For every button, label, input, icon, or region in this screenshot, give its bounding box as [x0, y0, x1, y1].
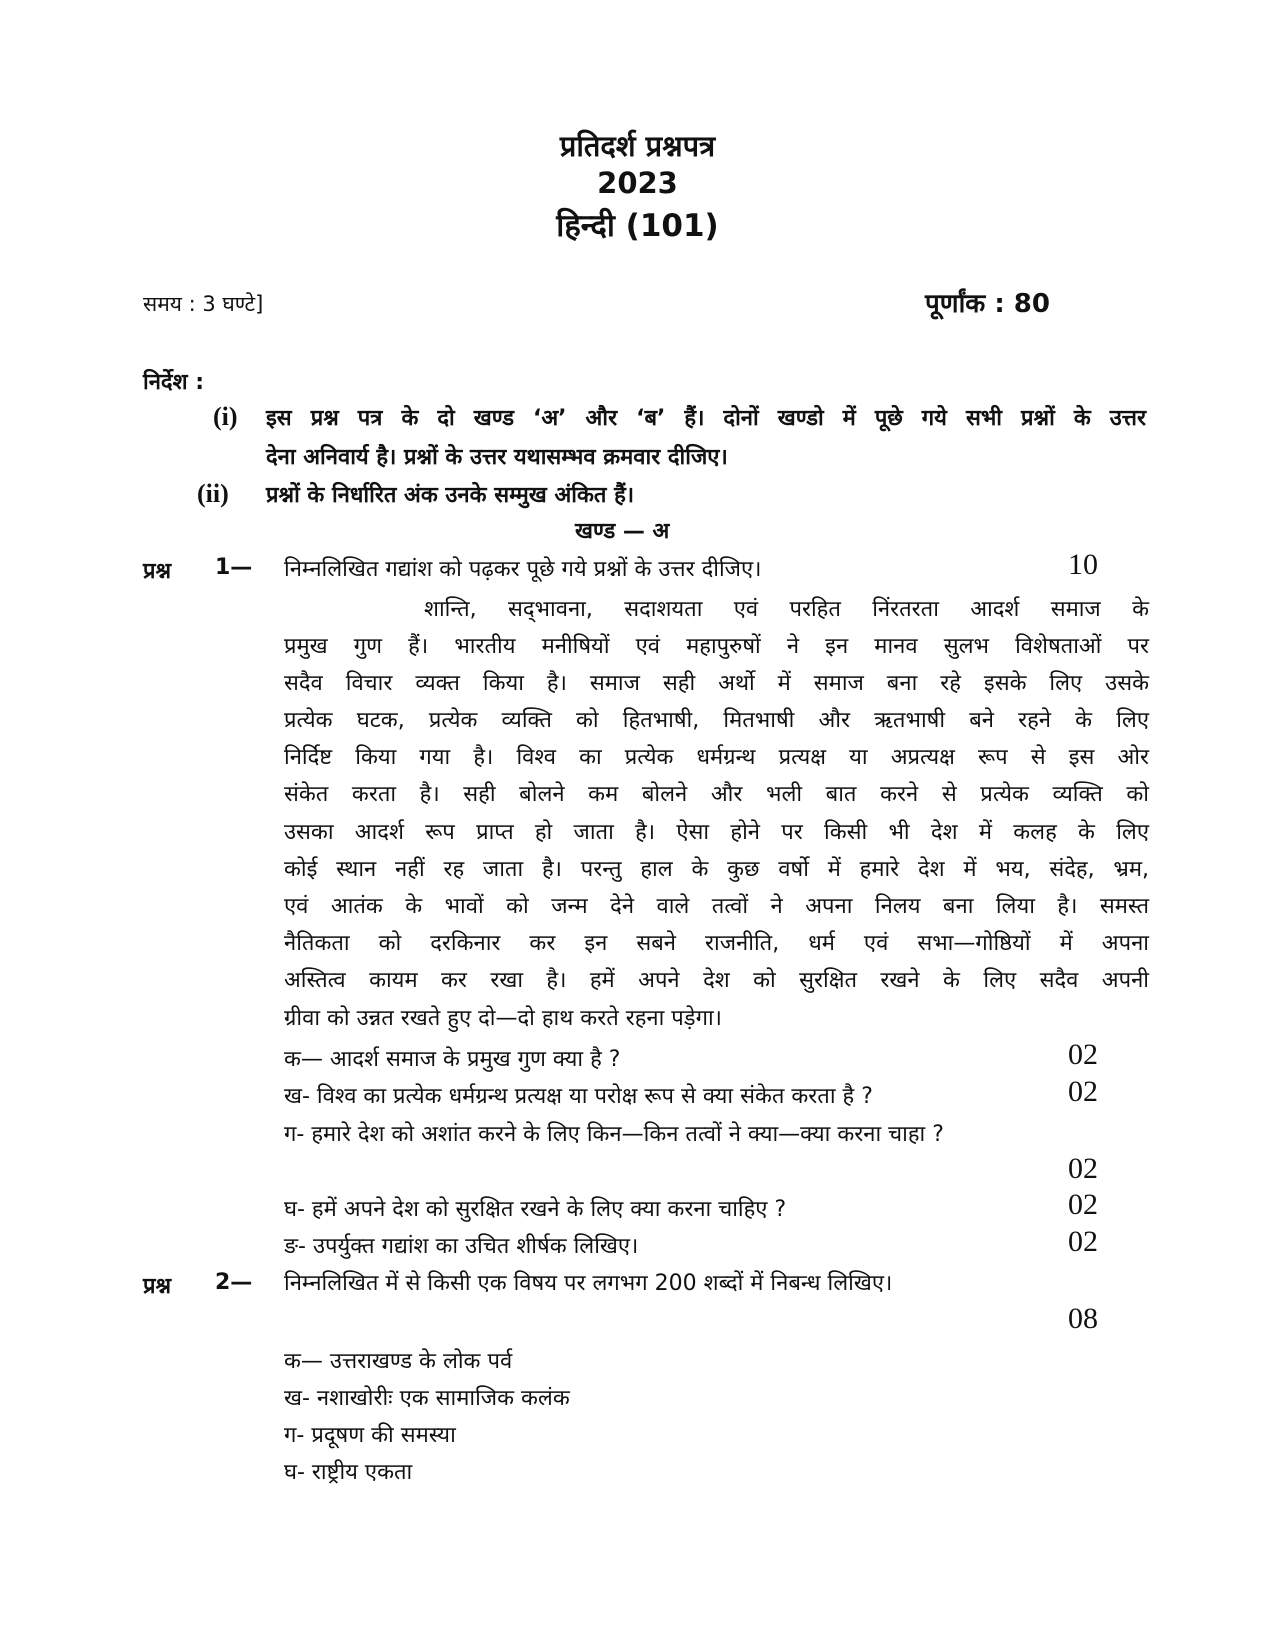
paper-subject: हिन्दी (101) [556, 208, 719, 244]
question-label: प्रश्न [143, 559, 172, 584]
passage-line: एवं आतंक के भावों को जन्म देने वाले तत्वों ने अपना निलय बना लिया है। समस्त [284, 894, 1149, 919]
passage-line: प्रत्येक घटक, प्रत्येक व्यक्ति को हितभाषी, मितभाषी और ऋतभाषी बने रहने के लिए [284, 708, 1149, 733]
instruction-line: इस प्रश्न पत्र के दो खण्ड ‘अ’ और ‘ब’ हैं। दोनों खण्डो में पूछे गये सभी प्रश्नों के उत्तर [266, 406, 1146, 431]
instruction-line: प्रश्नों के निर्धारित अंक उनके सम्मुख अंकित हैं। [266, 483, 635, 508]
subquestion-marks: 02 [1068, 1075, 1098, 1108]
paper-title: प्रतिदर्श प्रश्नपत्र [559, 129, 716, 163]
passage-line: उसका आदर्श रूप प्राप्त हो जाता है। ऐसा होने पर किसी भी देश में कलह के लिए [284, 820, 1149, 845]
passage-line: निर्दिष्ट किया गया है। विश्व का प्रत्येक धर्मग्रन्थ प्रत्यक्ष या अप्रत्यक्ष रूप से इस ओर [284, 745, 1149, 770]
question-number: 2— [215, 1270, 253, 1295]
subquestion: घ- हमें अपने देश को सुरक्षित रखने के लिए क्या करना चाहिए ? [284, 1197, 787, 1222]
passage-line: कोई स्थान नहीं रह जाता है। परन्तु हाल के कुछ वर्षो में हमारे देश में भय, संदेह, भ्रम, [284, 857, 1149, 882]
subquestion: क— आदर्श समाज के प्रमुख गुण क्या है ? [284, 1047, 621, 1072]
passage-line: अस्तित्व कायम कर रखा है। हमें अपने देश को सुरक्षित रखने के लिए सदैव अपनी [284, 968, 1149, 993]
essay-topic: ख- नशाखोरीः एक सामाजिक कलंक [284, 1386, 570, 1411]
subquestion-marks: 02 [1068, 1038, 1098, 1071]
question-label: प्रश्न [143, 1274, 172, 1299]
instruction-number: (ii) [197, 479, 229, 508]
instruction-number: (i) [213, 402, 238, 431]
essay-topic: घ- राष्ट्रीय एकता [284, 1460, 413, 1485]
max-marks: पूर्णांक : 80 [925, 289, 1050, 319]
subquestion: ग- हमारे देश को अशांत करने के लिए किन—किन तत्वों ने क्या—क्या करना चाहा ? [284, 1122, 944, 1147]
question-marks: 10 [1068, 548, 1098, 581]
question-prompt: निम्नलिखित गद्यांश को पढ़कर पूछे गये प्रश्नों के उत्तर दीजिए। [284, 557, 762, 582]
question-marks: 08 [1068, 1302, 1098, 1335]
passage-line: संकेत करता है। सही बोलने कम बोलने और भली बात करने से प्रत्येक व्यक्ति को [284, 782, 1149, 807]
passage-line: सदैव विचार व्यक्त किया है। समाज सही अर्थो में समाज बना रहे इसके लिए उसके [284, 671, 1149, 696]
subquestion-marks: 02 [1068, 1188, 1098, 1221]
essay-topic: ग- प्रदूषण की समस्या [284, 1423, 456, 1448]
essay-topic: क— उत्तराखण्ड के लोक पर्व [284, 1349, 513, 1374]
passage-line: शान्ति, सद्‌भावना, सदाशयता एवं परहित निंरतरता आदर्श समाज के [424, 597, 1149, 622]
instructions-heading: निर्देश : [143, 370, 205, 395]
instruction-line: देना अनिवार्य है। प्रश्नों के उत्तर यथासम्भव क्रमवार दीजिए। [266, 445, 728, 470]
paper-year: 2023 [597, 166, 678, 200]
section-heading: खण्ड — अ [575, 519, 670, 544]
question-number: 1— [215, 555, 253, 580]
subquestion-marks: 02 [1068, 1152, 1098, 1185]
subquestion-marks: 02 [1068, 1225, 1098, 1258]
passage-line: प्रमुख गुण हैं। भारतीय मनीषियों एवं महापुरुषों ने इन मानव सुलभ विशेषताओं पर [284, 634, 1149, 659]
subquestion: ख- विश्व का प्रत्येक धर्मग्रन्थ प्रत्यक्ष या परोक्ष रूप से क्या संकेत करता है ? [284, 1084, 873, 1109]
passage-line: ग्रीवा को उन्नत रखते हुए दो—दो हाथ करते रहना पड़ेगा। [284, 1006, 722, 1031]
question-prompt: निम्नलिखित में से किसी एक विषय पर लगभग 200 शब्दों में निबन्ध लिखिए। [284, 1271, 893, 1296]
passage-line: नैतिकता को दरकिनार कर इन सबने राजनीति, धर्म एवं सभा—गोष्ठियों में अपना [284, 931, 1149, 956]
time-limit: समय : 3 घण्टे] [143, 292, 264, 316]
subquestion: ङ- उपर्युक्त गद्यांश का उचित शीर्षक लिखिए। [284, 1234, 639, 1259]
